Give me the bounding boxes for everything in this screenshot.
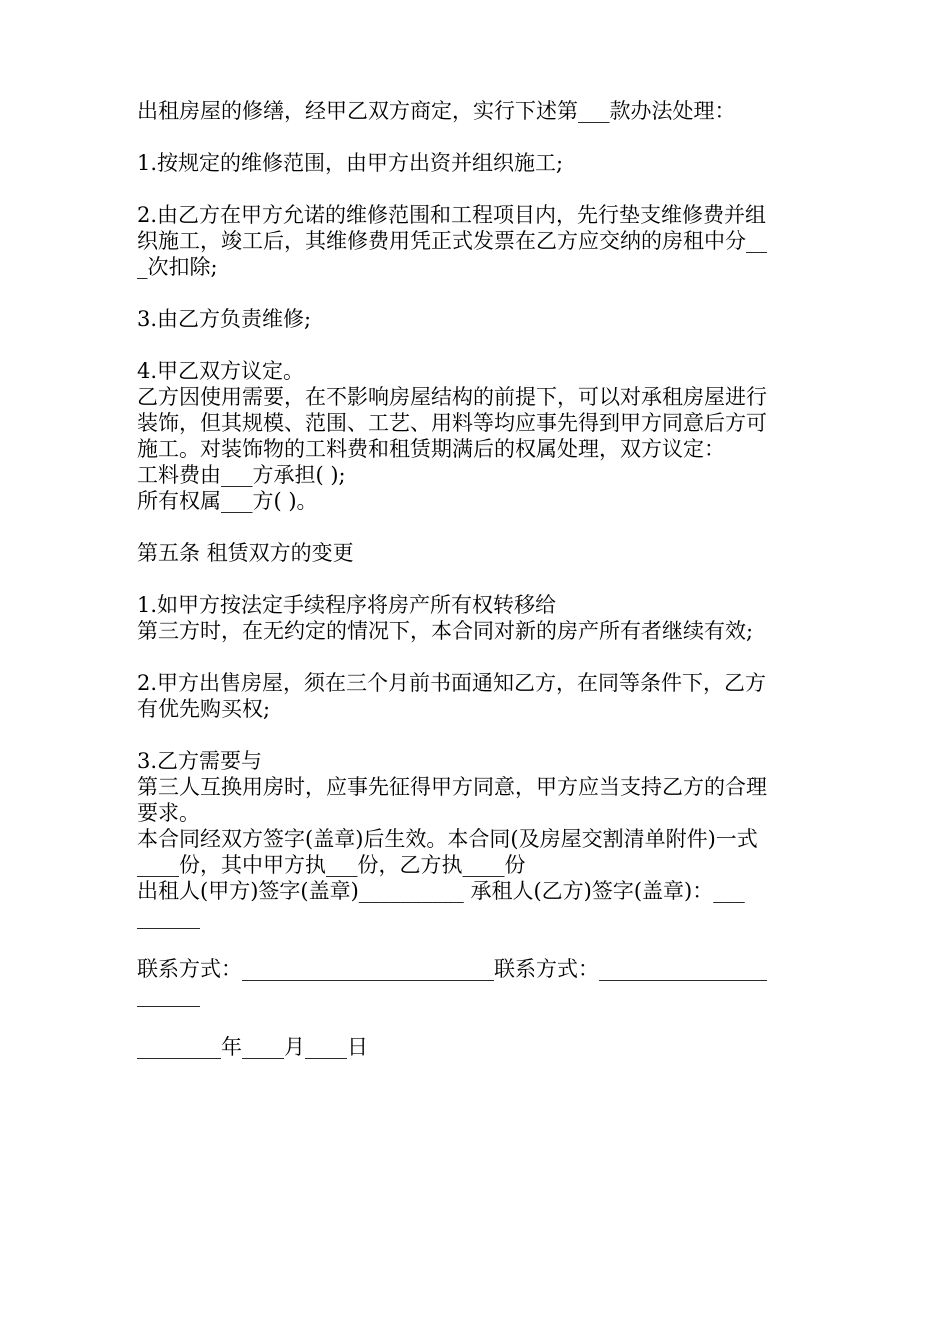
paragraph-line-24: 有优先购买权; (137, 697, 271, 721)
paragraph-gap (137, 280, 817, 306)
paragraph-gap (137, 176, 817, 202)
paragraph-line-13: 装饰，但其规模、范围、工艺、用料等均应事先得到甲方同意后方可 (137, 411, 767, 435)
paragraph-line-11: 4.甲乙双方议定。 (137, 359, 305, 383)
paragraph-line-3: 1.按规定的维修范围，由甲方出资并组织施工; (137, 151, 564, 175)
paragraph-gap (137, 722, 817, 748)
paragraph-line-26: 3.乙方需要与 (137, 749, 263, 773)
paragraph-line-15: 工料费由___方承担( ); (137, 463, 346, 487)
paragraph-line-16: 所有权属___方( )。 (137, 489, 318, 513)
date-line: ________年____月____日 (137, 1035, 368, 1059)
section-heading: 第五条 租赁双方的变更 (137, 541, 354, 565)
paragraph-line-28: 要求。 (137, 801, 200, 825)
paragraph-line-21: 第三方时，在无约定的情况下，本合同对新的房产所有者继续有效; (137, 619, 754, 643)
paragraph-line-6: 织施工，竣工后，其维修费用凭正式发票在乙方应交纳的房租中分__ (137, 229, 767, 253)
paragraph-gap (137, 1008, 817, 1034)
paragraph-gap (137, 332, 817, 358)
paragraph-line-20: 1.如甲方按法定手续程序将房产所有权转移给 (137, 593, 557, 617)
paragraph-gap (137, 644, 817, 670)
paragraph-line-23: 2.甲方出售房屋，须在三个月前书面通知乙方，在同等条件下，乙方 (137, 671, 767, 695)
paragraph-line-30: ____份，其中甲方执___份，乙方执____份 (137, 853, 526, 877)
contact-line: 联系方式：________________________联系方式：________________ (137, 957, 767, 981)
paragraph-line-5: 2.由乙方在甲方允诺的维修范围和工程项目内，先行垫支维修费并组 (137, 203, 767, 227)
contract-document (137, 98, 817, 1060)
paragraph-gap (137, 124, 817, 150)
paragraph-gap (137, 514, 817, 540)
paragraph-line-7: _次扣除; (137, 255, 218, 279)
paragraph-gap (137, 930, 817, 956)
paragraph-line-27: 第三人互换用房时，应事先征得甲方同意，甲方应当支持乙方的合理 (137, 775, 767, 799)
paragraph-line-29: 本合同经双方签字(盖章)后生效。本合同(及房屋交割清单附件)一式 (137, 827, 758, 851)
paragraph-line-9: 3.由乙方负责维修; (137, 307, 312, 331)
paragraph-line-1: 出租房屋的修缮，经甲乙双方商定，实行下述第___款办法处理： (137, 99, 736, 123)
paragraph-gap (137, 566, 817, 592)
paragraph-line-14: 施工。对装饰物的工料费和租赁期满后的权属处理，双方议定： (137, 437, 725, 461)
paragraph-line-12: 乙方因使用需要，在不影响房屋结构的前提下，可以对承租房屋进行 (137, 385, 767, 409)
contact-line-continued: ______ (137, 983, 200, 1007)
signature-line: 出租人(甲方)签字(盖章)__________ 承租人(乙方)签字(盖章)：___ (137, 879, 745, 903)
signature-line-continued: ______ (137, 905, 200, 929)
